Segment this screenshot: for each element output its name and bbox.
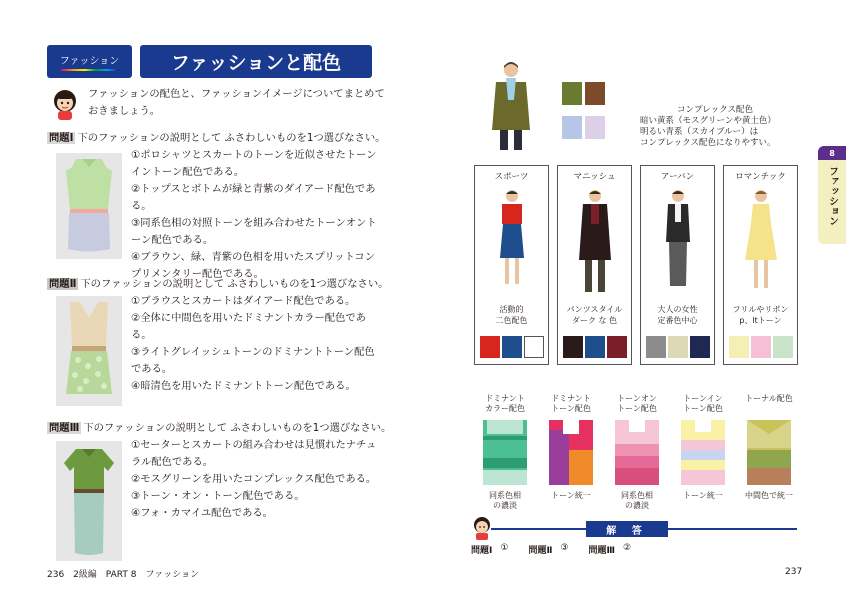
girl-character-icon [48,87,82,121]
scheme-label-line-2: トーン配色 [617,404,657,413]
style-swatch [585,336,605,358]
scheme-caption-5 [734,491,804,501]
answer-value-2: ③ [560,543,569,553]
footer-left [47,567,199,580]
question-1-heading [47,131,385,145]
style-card-desc [475,304,548,326]
complex-note-line-2: 暗い黄系（モスグリーンや黄土色） [640,116,776,126]
complex-swatch-3 [562,116,582,139]
scheme-label-2 [536,394,606,414]
scheme-caption-line-1: 中間色で統一 [745,491,793,500]
style-swatch [563,336,583,358]
scheme-label-4 [668,394,738,414]
question-3-choice-3: ③トーン・オン・トーン配色である。 [131,490,305,502]
section-tag [47,45,132,78]
question-2-choices [131,293,379,395]
page-title: ファッションと配色 [140,45,372,78]
complex-note [640,105,790,149]
scheme-label-line-2: トーン配色 [683,404,723,413]
urban-figure [658,188,698,296]
style-card-desc-line-1: フリルやリボン [732,305,789,314]
style-card-desc-line-1: パンツスタイル [566,305,623,314]
question-1-prompt: 下のファッションの説明として ふさわしいものを1つ選びなさい。 [77,132,386,144]
question-2-choice-1: ①ブラウスとスカートはダイアード配色である。 [131,295,356,307]
scheme-caption-line-1: トーン統一 [551,491,591,500]
scheme-label-5 [734,394,804,404]
question-2-choice-3: ③ライトグレイッシュトーンのドミナントトーン配色である。 [131,346,375,375]
question-3-heading [47,421,391,435]
question-3-prompt: 下のファッションの説明として ふさわしいものを1つ選びなさい。 [83,422,392,434]
question-1-label: 問題Ⅰ [49,132,74,144]
style-card-romantic [723,165,798,365]
scheme-caption-1 [470,491,540,511]
question-2-heading [47,277,388,291]
question-2-choice-2: ②全体に中間色を用いたドミナントカラー配色である。 [131,312,366,341]
scheme-label-1 [470,394,540,414]
page-number-right: 237 [785,567,803,577]
scheme-caption-4 [668,491,738,501]
scheme-pattern-tonal [747,420,791,485]
question-1-choice-1: ①ポロシャツとスカートのトーンを近似させたトーンイントーン配色である。 [131,149,377,178]
style-card-urban [640,165,715,365]
scheme-label-line-1: トーンオン [617,394,657,403]
style-swatch [524,336,544,358]
style-card-sports [474,165,549,365]
question-1-choice-3: ③同系色相の対照トーンを組み合わせたトーンオントーン配色である。 [131,217,377,246]
scheme-pattern-dominant-color [483,420,527,485]
scheme-label-3 [602,394,672,414]
complex-note-line-3: 明るい青系（スカイブルー）は [640,127,759,137]
complex-note-line-1: コンプレックス配色 [677,105,753,115]
scheme-pattern-tone-on-tone [615,420,659,485]
question-2-label: 問題Ⅱ [49,278,77,290]
complex-swatch-1 [562,82,582,105]
style-swatch [729,336,749,358]
scheme-caption-3 [602,491,672,511]
style-swatch [773,336,793,358]
scheme-label-line-2: カラー配色 [485,404,525,413]
question-1-choices [131,147,379,283]
scheme-label-line-1: ドミナント [551,394,591,403]
style-swatch [751,336,771,358]
style-swatch [646,336,666,358]
scheme-caption-line-1: 同系色相 [489,491,521,500]
romantic-figure [741,188,781,292]
outfit-1-illustration [56,153,122,259]
question-3-choices [131,437,379,522]
scheme-label-line-1: ドミナント [485,394,525,403]
style-card-desc [724,304,797,326]
style-card-desc-line-2: ダーク な 色 [571,316,618,325]
scheme-caption-2 [536,491,606,501]
page-number-left: 236 [47,570,65,580]
complex-note-line-4: コンプレックス配色になりやすい。 [640,138,776,148]
complex-swatch-4 [585,116,605,139]
answer-label-3: 問題Ⅲ [588,546,615,556]
style-card-desc-line-1: 大人の女性 [657,305,698,314]
sports-figure [492,188,532,288]
section-tag-label: ファッション [59,56,120,67]
style-card-title: スポーツ [494,172,529,182]
scheme-caption-line-1: 同系色相 [621,491,653,500]
question-3-choice-1: ①セーターとスカートの組み合わせは見慣れたナチュラル配色である。 [131,439,377,468]
answer-value-3: ② [622,543,632,553]
style-card-desc-line-1: 活動的 [499,305,524,314]
question-2-prompt: 下のファッションの説明として ふさわしいものを1つ選びなさい。 [80,278,389,290]
style-swatch [607,336,627,358]
scheme-pattern-dominant-tone [549,420,593,485]
style-card-title: アーバン [660,172,695,182]
complex-outfit-figure [486,60,536,152]
style-card-desc-line-2: 定番色中心 [657,316,698,325]
outfit-2-illustration [56,296,122,406]
question-1-choice-2: ②トップスとボトムが緑と青紫のダイアード配色である。 [131,183,376,212]
footer-left-text: 2級編 PART 8 ファッション [73,570,200,580]
style-card-desc [641,304,714,326]
scheme-caption-line-2: の濃淡 [493,501,517,510]
style-swatch [502,336,522,358]
scheme-label-line-1: トーンイン [683,394,723,403]
scheme-label-line-1: トーナル配色 [745,394,793,403]
question-2-choice-4: ④暗清色を用いたドミナントトーン配色である。 [131,380,356,392]
style-card-title: ロマンチック [735,172,786,182]
style-card-desc [558,304,631,326]
answer-value-1: ① [500,543,509,553]
style-card-title: マニッシュ [573,172,616,182]
question-3-choice-4: ④フォ・カマイユ配色である。 [131,507,273,519]
scheme-label-line-2: トーン配色 [551,404,591,413]
scheme-pattern-tone-in-tone [681,420,725,485]
chapter-side-label: ファッション [826,166,838,226]
complex-swatch-2 [585,82,605,105]
answer-label-1: 問題Ⅰ [471,546,493,556]
chapter-number: 8 [818,146,846,160]
answer-heading: 解 答 [586,521,668,537]
style-card-desc-line-2: 二色配色 [495,316,528,325]
intro-text: ファッションの配色と、ファッションイメージについてまとめておきましょう。 [88,88,385,117]
style-card-desc-line-2: p、ltトーン [739,316,782,325]
style-swatch [668,336,688,358]
scheme-caption-line-1: トーン統一 [683,491,723,500]
question-1-choice-4: ④ブラウン、緑、青紫の色相を用いたスプリットコンプリメンタリー配色である。 [131,251,375,280]
style-swatch [690,336,710,358]
answer-label-2: 問題Ⅱ [528,546,553,556]
question-3-label: 問題Ⅲ [49,422,80,434]
scheme-caption-line-2: の濃淡 [625,501,649,510]
style-card-mannish [557,165,632,365]
mannish-figure [573,188,617,296]
question-3-choice-2: ②モスグリーンを用いたコンプレックス配色である。 [131,473,377,485]
outfit-3-illustration [56,441,122,561]
rainbow-rule [61,69,119,71]
answer-row [471,543,631,556]
style-swatch [480,336,500,358]
